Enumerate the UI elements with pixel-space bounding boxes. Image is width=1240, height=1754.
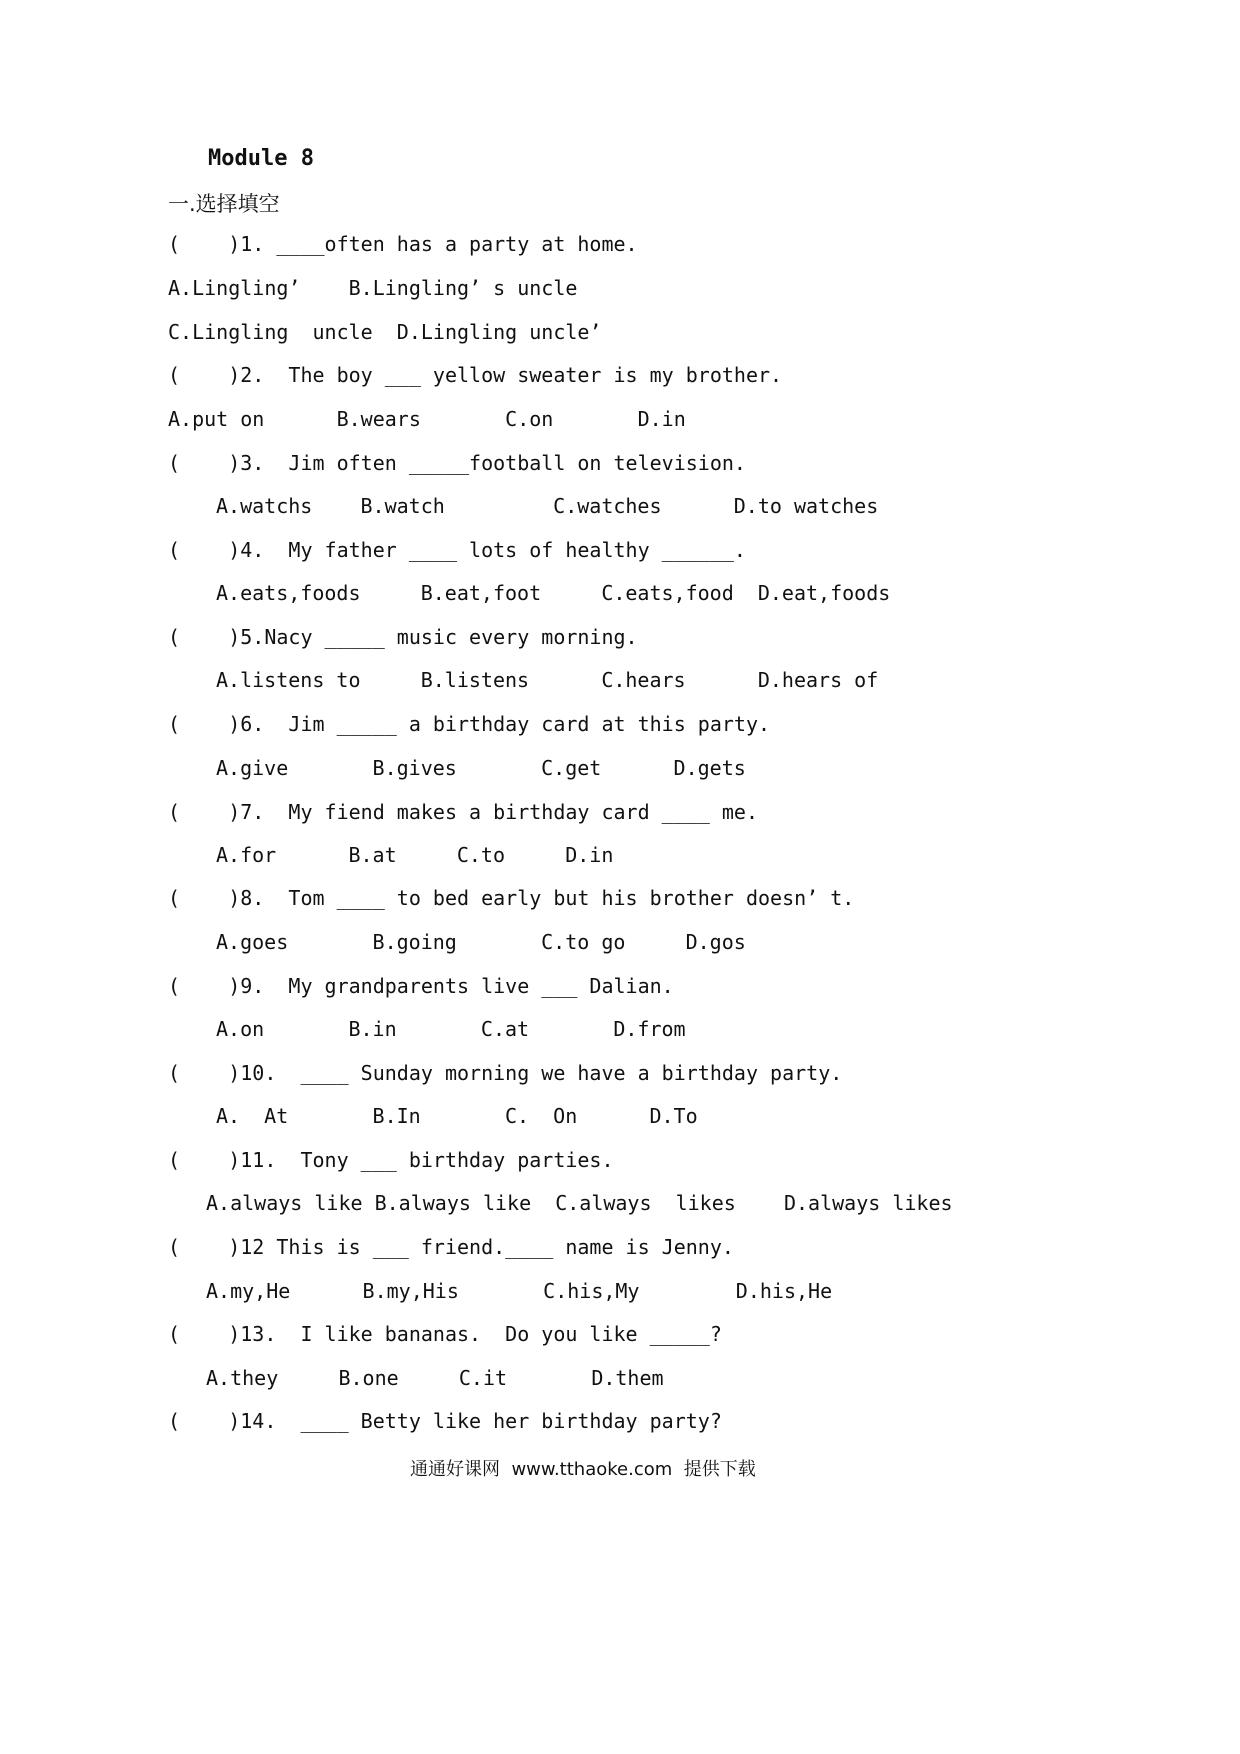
question-options: A.put on B.wears C.on D.in — [168, 407, 686, 431]
question-options: A.watchs B.watch C.watches D.to watches — [216, 494, 879, 518]
question-options: A.eats,foods B.eat,foot C.eats,food D.eat,foods — [216, 581, 891, 605]
question-options: A.they B.one C.it D.them — [206, 1366, 664, 1390]
question-stem: ( )4. My father ____ lots of healthy ______. — [168, 538, 746, 562]
question-stem: ( )5.Nacy _____ music every morning. — [168, 625, 638, 649]
question-options: A.goes B.going C.to go D.gos — [216, 930, 746, 954]
question-stem: ( )9. My grandparents live ___ Dalian. — [168, 974, 674, 998]
footer-text: 通通好课网 www.tthaoke.com 提供下载 — [410, 1459, 756, 1480]
question-options: A.listens to B.listens C.hears D.hears of — [216, 668, 879, 692]
question-options: A. At B.In C. On D.To — [216, 1104, 698, 1128]
question-options: A.my,He B.my,His C.his,My D.his,He — [206, 1279, 833, 1303]
question-options: A.on B.in C.at D.from — [216, 1017, 686, 1041]
question-stem: ( )13. I like bananas. Do you like _____? — [168, 1322, 722, 1346]
question-stem: ( )2. The boy ___ yellow sweater is my brother. — [168, 363, 783, 387]
page-title: Module 8 — [208, 146, 314, 171]
question-stem: ( )1. ____often has a party at home. — [168, 232, 638, 256]
question-stem: ( )8. Tom ____ to bed early but his brother doesn’ t. — [168, 886, 855, 910]
question-stem: ( )12 This is ___ friend.____ name is Jenny. — [168, 1235, 734, 1259]
question-stem: ( )3. Jim often _____football on television. — [168, 451, 746, 475]
question-options: A.Lingling’ B.Lingling’ s uncle — [168, 276, 578, 300]
section-heading: 一.选择填空 — [168, 192, 280, 216]
question-stem: ( )10. ____ Sunday morning we have a birthday party. — [168, 1061, 843, 1085]
question-stem: ( )7. My fiend makes a birthday card ____ me. — [168, 800, 759, 824]
question-stem: ( )6. Jim _____ a birthday card at this party. — [168, 712, 771, 736]
question-options: C.Lingling uncle D.Lingling uncle’ — [168, 320, 602, 344]
question-options: A.always like B.always like C.always likes D.always likes — [206, 1191, 953, 1215]
question-options: A.give B.gives C.get D.gets — [216, 756, 746, 780]
question-stem: ( )14. ____ Betty like her birthday party? — [168, 1409, 722, 1433]
question-stem: ( )11. Tony ___ birthday parties. — [168, 1148, 614, 1172]
question-options: A.for B.at C.to D.in — [216, 843, 614, 867]
